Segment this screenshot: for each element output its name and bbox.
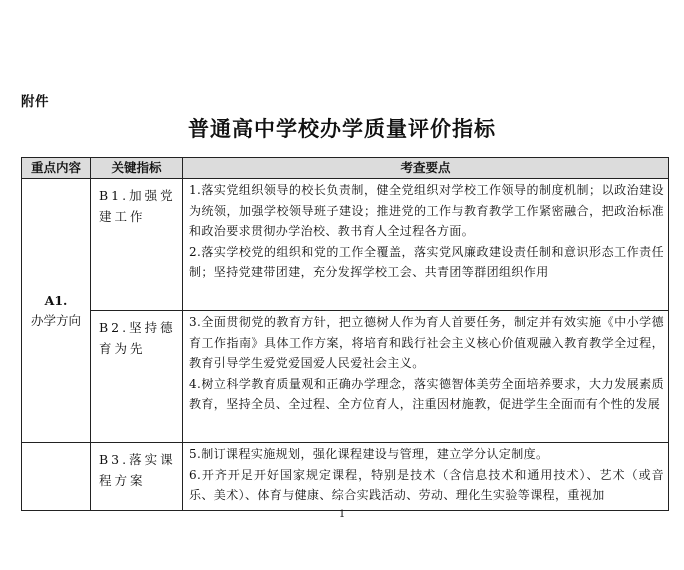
point-item: 6.开齐开足开好国家规定课程，特别是技术（含信息技术和通用技术）、艺术（或音乐、美术）、体育与健康、综合实践活动、劳动、理化生实验等课程，重视加 <box>189 467 664 502</box>
indicator-cell: B2.坚持德育为先 <box>91 311 183 443</box>
page-number: 1 <box>338 509 346 520</box>
document-title: 普通高中学校办学质量评价指标 <box>188 116 496 141</box>
point-item: 1.落实党组织领导的校长负责制，健全党组织对学校工作领导的制度机制；以政治建设为统领，加强学校领导班子建设；推进党的工作与教育教学工作紧密融合，把政治标准和政治要求贯彻办学治校、教书育人全过程各方面。 <box>189 183 664 238</box>
indicator-cell: B3.落实课程方案 <box>91 443 183 511</box>
point-item: 4.树立科学教育质量观和正确办学理念，落实德智体美劳全面培养要求，大力发展素质教育，坚持全员、全过程、全方位育人，注重因材施教，促进学生全面而有个性的发展 <box>189 376 664 411</box>
indicator-cell: B1.加强党建工作 <box>91 179 183 311</box>
focus-code: A1. <box>44 292 68 308</box>
table-row <box>22 311 669 443</box>
table-row <box>22 443 669 511</box>
header-points: 考查要点 <box>183 158 669 179</box>
point-item: 3.全面贯彻党的教育方针，把立德树人作为育人首要任务，制定并有效实施《中小学德育工作指南》具体工作方案，将培育和践行社会主义核心价值观融入教育教学全过程，教育引导学生爱党爱国爱人民爱社会主义。 <box>189 315 664 370</box>
focus-label: 办学方向 <box>30 312 81 328</box>
attachment-label: 附件 <box>21 94 49 110</box>
point-item: 2.落实学校党的组织和党的工作全覆盖，落实党风廉政建设责任制和意识形态工作责任制；坚持党建带团建，充分发挥学校工会、共青团等群团组织作用 <box>189 244 664 279</box>
table-row <box>22 179 669 311</box>
table-header-row <box>22 158 669 179</box>
point-item: 5.制订课程实施规划，强化课程建设与管理，建立学分认定制度。 <box>189 447 549 461</box>
header-focus: 重点内容 <box>22 158 91 179</box>
points-cell <box>183 443 669 511</box>
points-cell <box>183 179 669 311</box>
points-cell <box>183 311 669 443</box>
focus-cell <box>22 179 91 443</box>
evaluation-table <box>21 157 669 511</box>
focus-cell-empty <box>22 443 91 511</box>
header-indicator: 关键指标 <box>91 158 183 179</box>
